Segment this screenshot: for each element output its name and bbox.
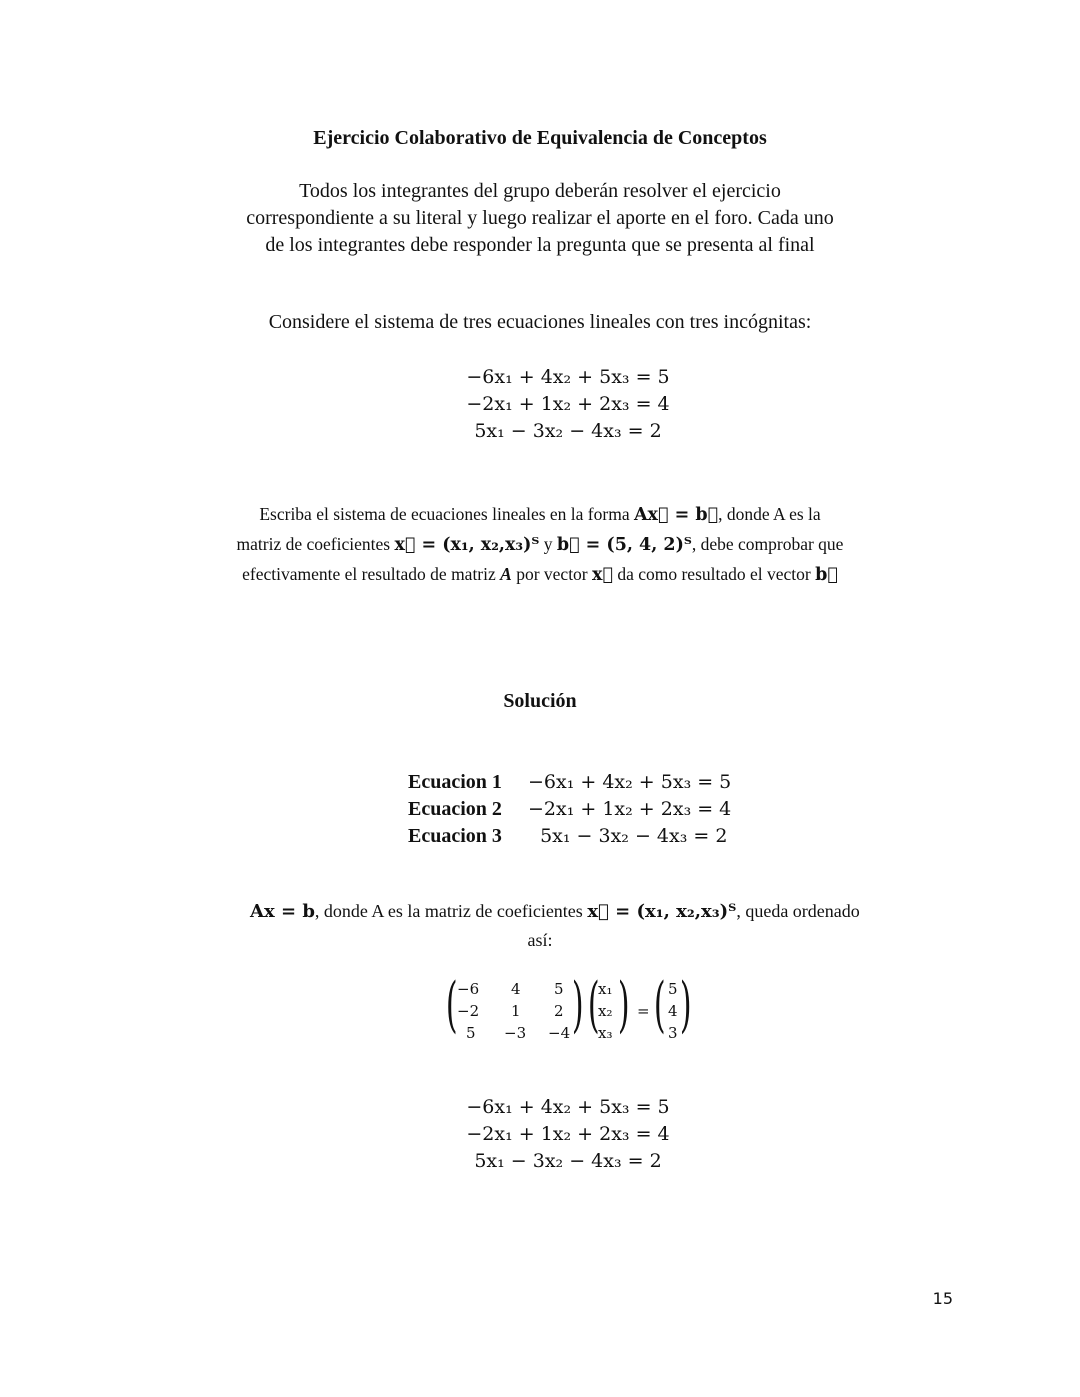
axb-statement xyxy=(250,901,860,922)
vector-b-entry: 4 xyxy=(668,1002,678,1020)
task-paragraph xyxy=(0,500,1080,590)
left-paren: ( xyxy=(587,970,600,1040)
matrix-equation xyxy=(444,970,704,1047)
equation-system-repeat xyxy=(0,1094,1080,1175)
task-text: Escriba el sistema de ecuaciones lineales en la forma xyxy=(259,504,630,524)
b-vector-definition: b⃗ = (5, 4, 2)ᵀ xyxy=(556,535,692,555)
task-text: por vector xyxy=(516,564,588,584)
matrix-entry: −3 xyxy=(504,1024,527,1042)
labeled-equation-row xyxy=(408,823,731,850)
equation-line: 5x₁ − 3x₂ − 4x₃ = 2 xyxy=(474,420,662,442)
equation-line: 5x₁ − 3x₂ − 4x₃ = 2 xyxy=(474,1150,662,1172)
intro-paragraph xyxy=(0,178,1080,259)
intro-line: correspondiente a su literal y luego realizar el aporte en el foro. Cada uno xyxy=(246,207,834,229)
left-paren: ( xyxy=(653,970,666,1040)
equation-system xyxy=(0,364,1080,445)
axb-expression: Ax⃗ = b⃗ xyxy=(633,505,719,525)
equation-line: −6x₁ + 4x₂ + 5x₃ = 5 xyxy=(466,366,670,388)
task-text: , donde A es la xyxy=(718,504,821,524)
task-text: y xyxy=(543,534,553,554)
x-vector-definition: x⃗ = (x₁, x₂,x₃)ᵀ xyxy=(394,535,540,555)
equation-text: 5x₁ − 3x₂ − 4x₃ = 2 xyxy=(528,825,728,847)
matrix-entry: 4 xyxy=(511,980,521,998)
equation-label: Ecuacion 1 xyxy=(408,771,502,793)
matrix-entry: −6 xyxy=(457,980,480,998)
task-text: , debe comprobar que xyxy=(691,534,844,554)
axb-continuation: así: xyxy=(527,930,553,950)
x-vector-definition: x⃗ = (x₁, x₂,x₃)ᵀ xyxy=(587,901,737,922)
matrix-a-symbol: A xyxy=(500,564,512,584)
document-title: Ejercicio Colaborativo de Equivalencia de Conceptos xyxy=(313,127,767,149)
vector-x-entry: x₁ xyxy=(598,980,613,998)
matrix-entry: 5 xyxy=(466,1024,476,1042)
solution-heading: Solución xyxy=(503,690,577,712)
equation-line: −2x₁ + 1x₂ + 2x₃ = 4 xyxy=(466,1123,670,1145)
task-text: da como resultado el vector xyxy=(617,564,811,584)
left-paren: ( xyxy=(445,970,458,1040)
right-paren: ) xyxy=(679,970,692,1040)
matrix-entry: 5 xyxy=(554,980,564,998)
intro-line: de los integrantes debe responder la pregunta que se presenta al final xyxy=(265,234,815,256)
matrix-entry: 2 xyxy=(554,1002,564,1020)
labeled-equation-row xyxy=(408,769,731,796)
matrix-entry: −2 xyxy=(457,1002,480,1020)
task-line-1 xyxy=(0,500,1080,530)
vector-b-entry: 5 xyxy=(668,980,678,998)
task-text: efectivamente el resultado de matriz xyxy=(242,564,496,584)
axb-text: , queda ordenado xyxy=(736,901,860,921)
axb-text: , donde A es la matriz de coeficientes xyxy=(314,901,583,921)
equals-sign: = xyxy=(637,1002,650,1020)
equation-label: Ecuacion 3 xyxy=(408,825,502,847)
equation-label: Ecuacion 2 xyxy=(408,798,502,820)
consider-statement: Considere el sistema de tres ecuaciones lineales con tres incógnitas: xyxy=(268,311,812,333)
vector-x-entry: x₃ xyxy=(598,1024,613,1042)
equation-text: −2x₁ + 1x₂ + 2x₃ = 4 xyxy=(528,798,732,820)
b-vector-symbol: b⃗ xyxy=(815,565,838,585)
matrix-entry: 1 xyxy=(511,1002,521,1020)
axb-expression: Ax = b xyxy=(250,901,315,922)
equation-line: −2x₁ + 1x₂ + 2x₃ = 4 xyxy=(466,393,670,415)
right-paren: ) xyxy=(617,970,630,1040)
page-number: 15 xyxy=(932,1289,953,1308)
right-paren: ) xyxy=(571,970,584,1040)
task-text: matriz de coeficientes xyxy=(236,534,391,554)
matrix-entry: −4 xyxy=(548,1024,571,1042)
vector-x-entry: x₂ xyxy=(598,1002,613,1020)
equation-line: −6x₁ + 4x₂ + 5x₃ = 5 xyxy=(466,1096,670,1118)
task-line-2 xyxy=(0,530,1080,560)
task-line-3 xyxy=(0,560,1080,590)
labeled-equations xyxy=(408,769,731,850)
intro-line: Todos los integrantes del grupo deberán resolver el ejercicio xyxy=(299,180,781,202)
x-vector-symbol: x⃗ xyxy=(592,565,613,585)
vector-b-entry: 3 xyxy=(668,1024,678,1042)
equation-text: −6x₁ + 4x₂ + 5x₃ = 5 xyxy=(528,771,732,793)
labeled-equation-row xyxy=(408,796,731,823)
